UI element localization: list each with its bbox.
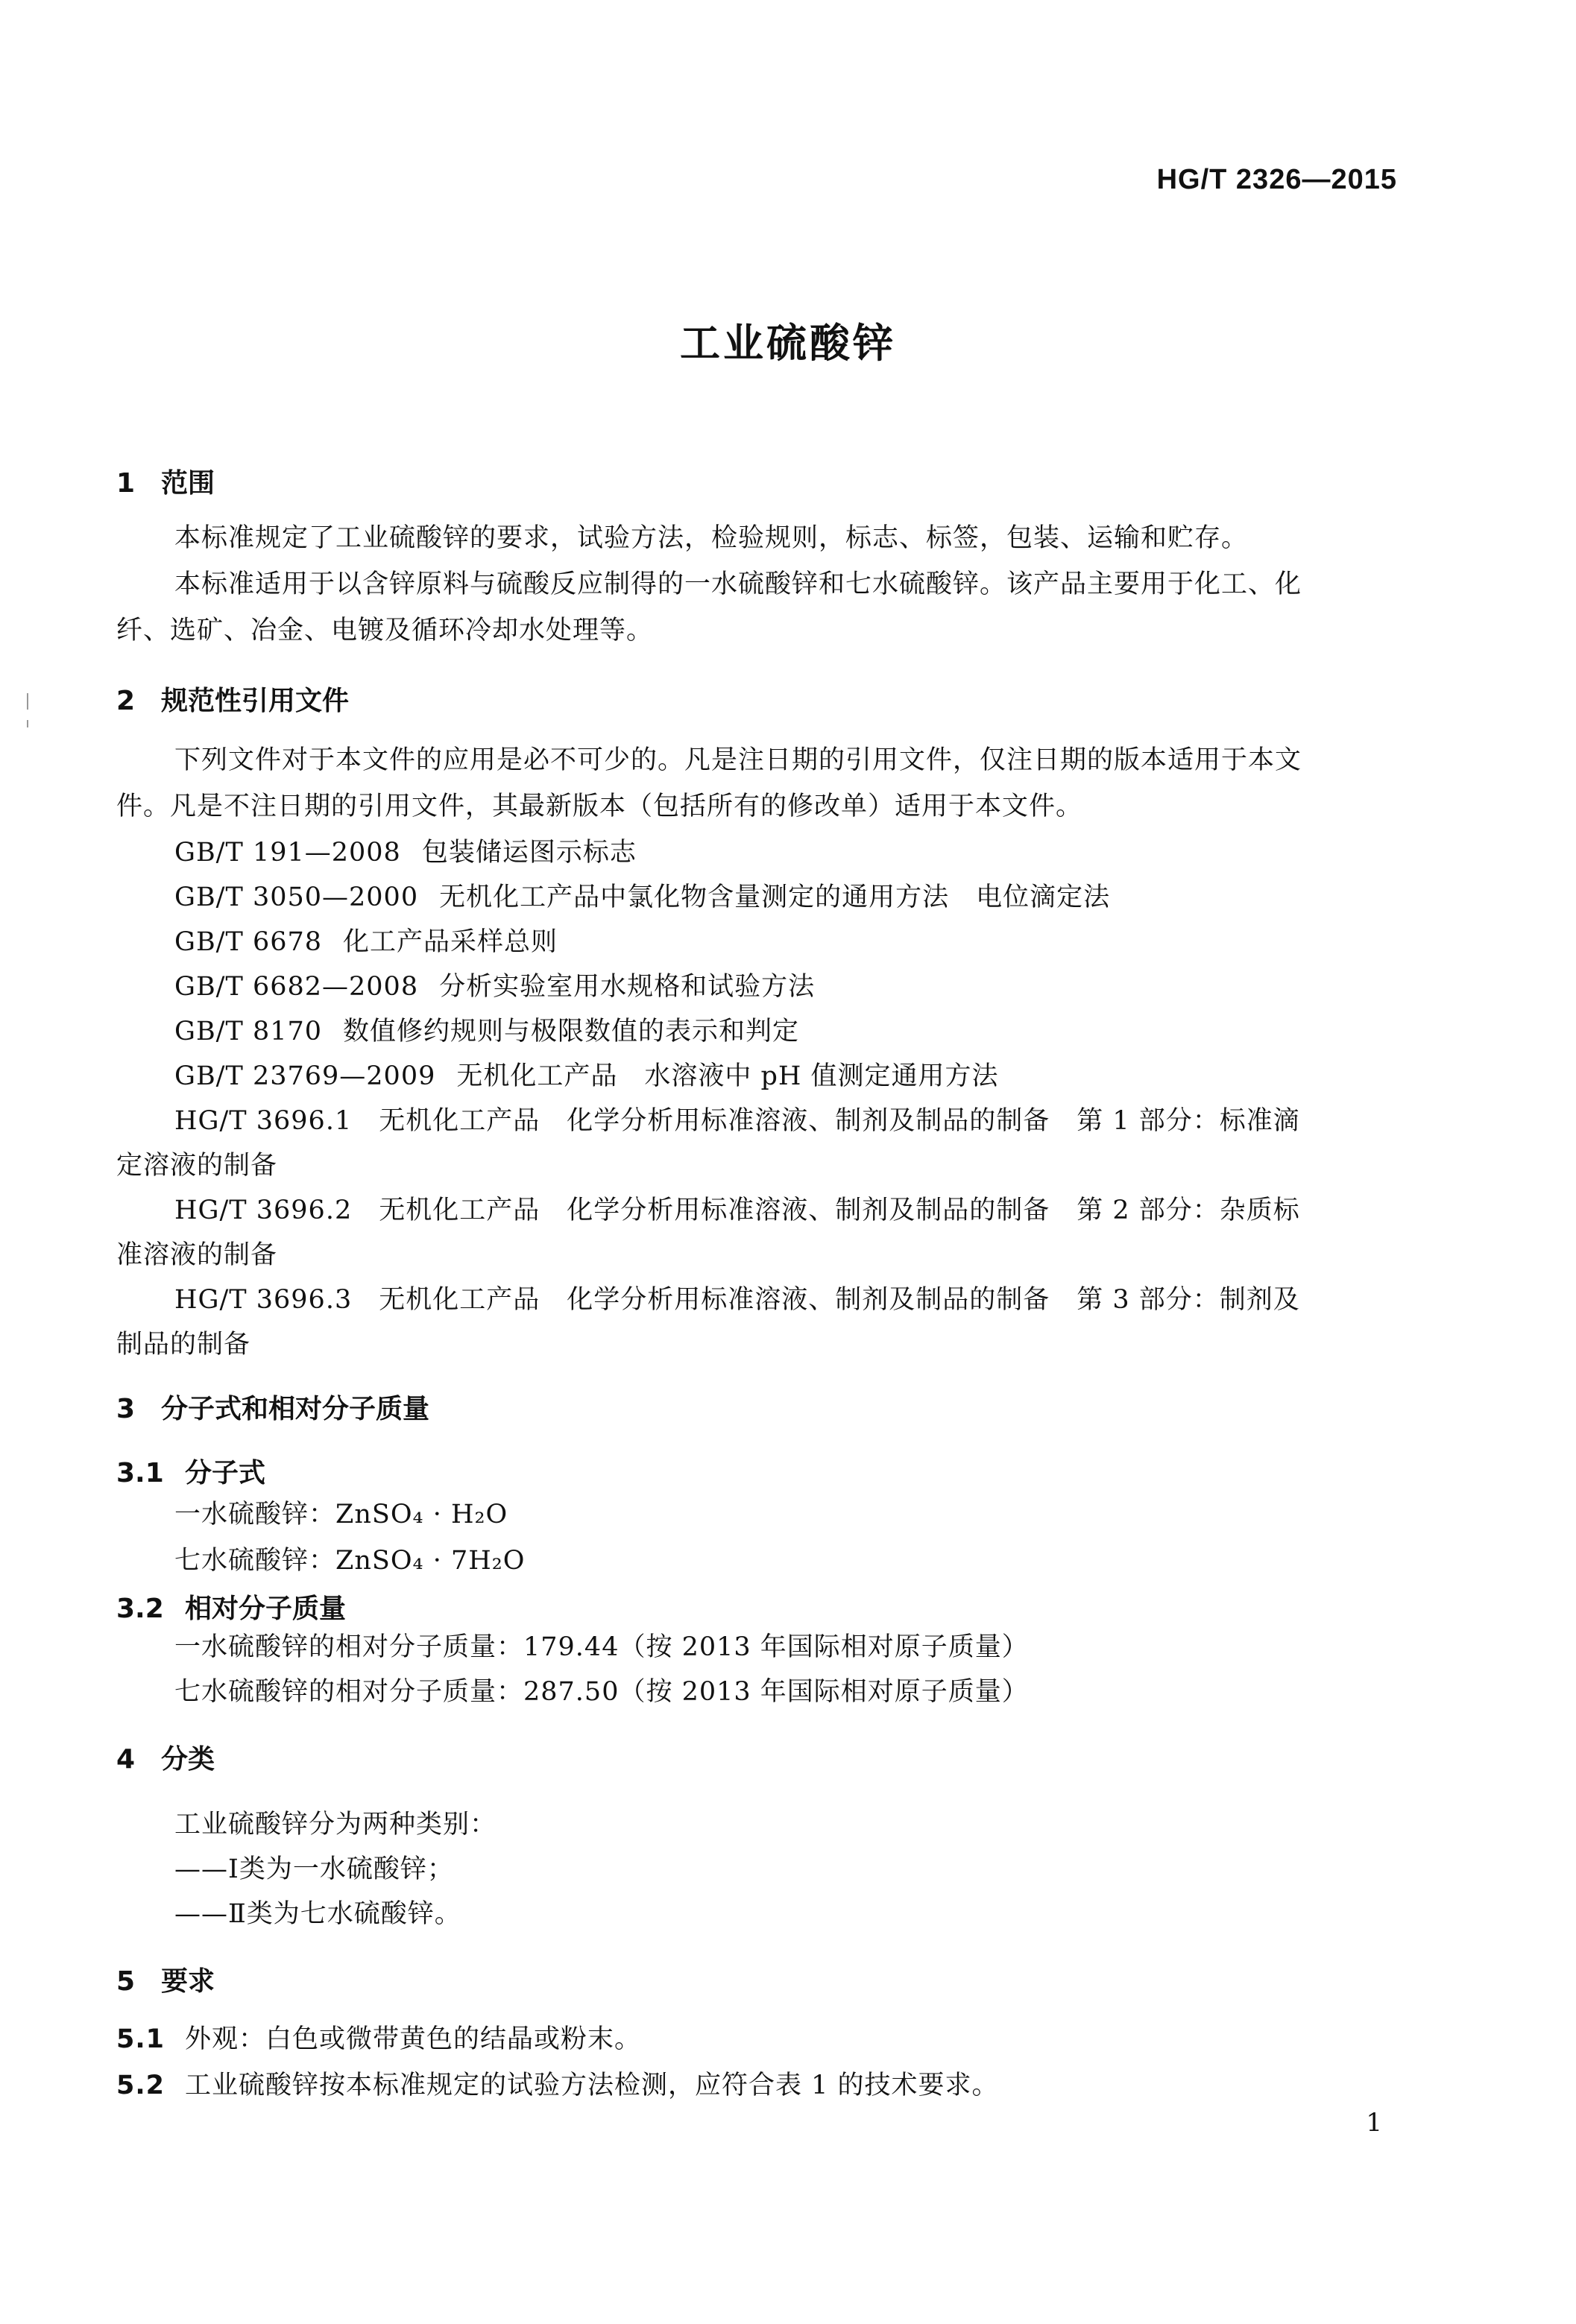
subsection-3-1-heading [116,1452,265,1490]
section-number: 2 [116,686,136,716]
reference-code: GB/T 6678 [174,927,323,957]
reference-code: GB/T 6682—2008 [174,972,419,1002]
reference-code: GB/T 191—2008 [174,838,401,868]
reference-code: GB/T 23769—2009 [174,1061,436,1091]
subsection-title: 相对分子质量 [185,1594,347,1624]
subsection-number: 3.1 [116,1458,164,1488]
document-title: 工业硫酸锌 [680,320,896,367]
reference-item [174,830,637,875]
standard-code: HG/T 2326—2015 [1156,164,1397,195]
reference-title: 无机化工产品 水溶液中 pH 值测定通用方法 [456,1061,999,1091]
clause-number: 5.2 [116,2071,166,2100]
section-number: 3 [116,1394,136,1424]
section-1-heading [116,462,215,500]
section-title: 分类 [161,1744,215,1775]
reference-item [174,875,1110,920]
section-4-heading [116,1738,215,1776]
reference-hg2-line-1: HG/T 3696.2 无机化工产品 化学分析用标准溶液、制剂及制品的制备 第 2 部分：杂质标 [174,1196,1300,1225]
reference-title: 无机化工产品中氯化物含量测定的通用方法 电位滴定法 [439,882,1111,912]
section-title: 范围 [161,468,215,499]
section-title: 分子式和相对分子质量 [161,1394,430,1424]
requirement-5-2 [116,2063,999,2108]
reference-hg3-line-1: HG/T 3696.3 无机化工产品 化学分析用标准溶液、制剂及制品的制备 第 3 部分：制剂及 [174,1285,1300,1315]
reference-item [174,920,558,964]
classification-intro: 工业硫酸锌分为两种类别： [174,1810,497,1840]
margin-mark [27,693,28,710]
clause-text: 外观：白色或微带黄色的结晶或粉末。 [185,2024,642,2054]
classification-item-2: ——Ⅱ类为七水硫酸锌。 [174,1899,461,1929]
subsection-number: 3.2 [116,1594,164,1624]
reference-code: GB/T 3050—2000 [174,882,419,912]
clause-text: 工业硫酸锌按本标准规定的试验方法检测，应符合表 1 的技术要求。 [185,2071,999,2100]
classification-item-1: ——Ⅰ类为一水硫酸锌； [174,1854,454,1884]
reference-hg2-line-2: 准溶液的制备 [116,1240,278,1270]
reference-item [174,1054,999,1099]
subsection-3-2-heading [116,1588,346,1626]
reference-title: 分析实验室用水规格和试验方法 [439,972,816,1002]
reference-title: 包装储运图示标志 [421,838,637,868]
page-number: 1 [1366,2108,1382,2138]
references-intro-line-1: 下列文件对于本文件的应用是必不可少的。凡是注日期的引用文件，仅注日期的版本适用于本文 [174,745,1302,775]
references-intro-line-2: 件。凡是不注日期的引用文件，其最新版本（包括所有的修改单）适用于本文件。 [116,792,1083,821]
section-number: 5 [116,1966,136,1997]
section-3-heading [116,1388,429,1426]
reference-hg1-line-2: 定溶液的制备 [116,1151,278,1181]
formula-monohydrate: 一水硫酸锌：ZnSO₄ · H₂O [174,1500,508,1529]
molar-mass-heptahydrate: 七水硫酸锌的相对分子质量：287.50（按 2013 年国际相对原子质量） [174,1677,1029,1707]
reference-hg1-line-1: HG/T 3696.1 无机化工产品 化学分析用标准溶液、制剂及制品的制备 第 1 部分：标准滴 [174,1106,1300,1136]
section-number: 1 [116,468,136,499]
reference-title: 化工产品采样总则 [343,927,558,957]
scope-paragraph-2-line-1: 本标准适用于以含锌原料与硫酸反应制得的一水硫酸锌和七水硫酸锌。该产品主要用于化工、化 [174,569,1302,599]
section-title: 要求 [161,1966,215,1997]
section-title: 规范性引用文件 [161,686,350,716]
clause-number: 5.1 [116,2024,166,2054]
formula-heptahydrate: 七水硫酸锌：ZnSO₄ · 7H₂O [174,1546,526,1576]
reference-title: 数值修约规则与极限数值的表示和判定 [343,1017,800,1046]
molar-mass-monohydrate: 一水硫酸锌的相对分子质量：179.44（按 2013 年国际相对原子质量） [174,1632,1029,1662]
section-2-heading [116,680,349,718]
reference-code: GB/T 8170 [174,1017,323,1046]
reference-item [174,1009,799,1054]
scope-paragraph-1: 本标准规定了工业硫酸锌的要求，试验方法，检验规则，标志、标签，包装、运输和贮存。 [174,523,1249,553]
section-number: 4 [116,1744,136,1775]
reference-item [174,964,815,1009]
margin-mark [27,720,28,727]
subsection-title: 分子式 [185,1458,266,1488]
reference-hg3-line-2: 制品的制备 [116,1330,251,1360]
scope-paragraph-2-line-2: 纤、选矿、冶金、电镀及循环冷却水处理等。 [116,616,654,645]
section-5-heading [116,1960,215,1998]
requirement-5-1 [116,2017,641,2062]
